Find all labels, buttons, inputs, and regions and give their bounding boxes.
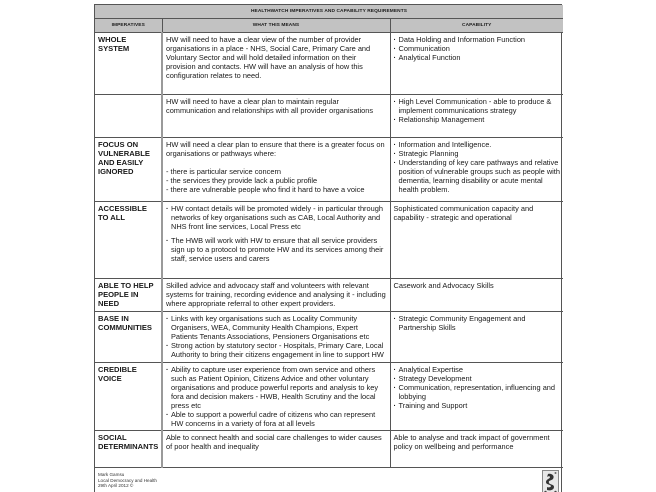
capability-item: · High Level Communication - able to produce & implement communications strategy [394, 97, 561, 115]
capability-cell [390, 312, 563, 363]
imperative-cell: CREDIBLE VOICE [95, 363, 162, 431]
table-title: HEALTHWATCH IMPERATIVES AND CAPABILITY REQUIREMENTS [95, 5, 563, 19]
means-bullet-item: · The HWB will work with HW to ensure that all service providers sign up to a protocol to promote HW and its services among their staff, service users and carers [166, 236, 387, 263]
capability-item: · Training and Support [394, 401, 561, 410]
capability-cell [390, 363, 563, 431]
capability-item: · Communication, representation, influencing and lobbying [394, 383, 561, 401]
table-row [95, 431, 563, 468]
means-dash-item: - there are vulnerable people who find it hard to have a voice [166, 185, 387, 194]
document-sheet [94, 4, 562, 492]
table-title-row [95, 5, 563, 19]
capability-item: · Communication [394, 44, 561, 53]
footer-organisation: Local Democracy and Health [98, 477, 157, 483]
means-cell [162, 202, 390, 279]
means-cell: Able to connect health and social care challenges to wider causes of poor health and inequality [162, 431, 390, 468]
capability-item: · Understanding of key care pathways and relative position of vulnerable groups such as people with dementia, learning disability or acute mental health problem. [394, 158, 561, 194]
capability-cell: Casework and Advocacy Skills [390, 279, 563, 312]
means-cell [162, 312, 390, 363]
table-row [95, 95, 563, 138]
capability-item: · Relationship Management [394, 115, 561, 124]
capability-item: · Analytical Expertise [394, 365, 561, 374]
means-cell: Skilled advice and advocacy staff and volunteers with relevant systems for training, recording evidence and analysing it - including where appropriate referral to other expert providers. [162, 279, 390, 312]
table-row [95, 33, 563, 95]
imperative-cell: BASE IN COMMUNITIES [95, 312, 162, 363]
means-cell [162, 363, 390, 431]
imperatives-table [95, 5, 563, 468]
document-footer [95, 468, 561, 492]
imperative-cell: FOCUS ON VULNERABLE AND EASILY IGNORED [95, 138, 162, 202]
capability-item: · Data Holding and Information Function [394, 35, 561, 44]
capability-cell: Sophisticated communication capacity and capability - strategic and operational [390, 202, 563, 279]
table-row [95, 279, 563, 312]
table-row [95, 363, 563, 431]
means-cell: HW will need to have a clear plan to maintain regular communication and relationships with all provider organisations [162, 95, 390, 138]
table-row [95, 138, 563, 202]
imperative-cell: SOCIAL DETERMINANTS [95, 431, 162, 468]
footer-date: 29th April 2012 © [98, 483, 134, 489]
capability-item: · Information and Intelligence. [394, 140, 561, 149]
capability-cell [390, 138, 563, 202]
capability-cell [390, 33, 563, 95]
figure-logo-icon [542, 470, 559, 492]
capability-cell [390, 95, 563, 138]
means-intro: HW will need a clear plan to ensure that there is a greater focus on organisations or pathways where: [166, 140, 385, 158]
capability-item: · Strategic Community Engagement and Partnership Skills [394, 314, 561, 332]
table-row [95, 312, 563, 363]
means-bullet-item: · Able to support a powerful cadre of citizens who can represent HW concerns in a variety of fora at all levels [166, 410, 387, 428]
means-bullet-item: · Ability to capture user experience from own service and others such as Patient Opinion, Citizens Advice and other voluntary organisations and produce powerful reports and analysis to key fora and decision makers - HWB, Health Scrutiny and the local press etc [166, 365, 387, 410]
means-cell [162, 138, 390, 202]
means-dash-item: - there is particular service concern [166, 167, 387, 176]
footer-author: Mark Gamsu [98, 472, 125, 477]
means-bullet-item: · Links with key organisations such as Locality Community Organisers, WEA, Community Health Champions, Expert Patients Tenants Associations, Pensioners Organisations etc [166, 314, 387, 341]
capability-item: · Analytical Function [394, 53, 561, 62]
means-cell: HW will need to have a clear view of the number of provider organisations in a place - NHS, Social Care, Primary Care and Voluntary Sector and will hold detailed information on their provision and contacts. HW will have an analysis of how this configuration relates to need. [162, 33, 390, 95]
column-header-imperatives: IMPERATIVES [95, 19, 162, 33]
capability-item: · Strategy Development [394, 374, 561, 383]
means-bullet-item: · Strong action by statutory sector - Hospitals, Primary Care, Local Authority to bring their citizens engagement in line to support HW [166, 341, 387, 359]
table-row [95, 202, 563, 279]
means-bullet-item: · HW contact details will be promoted widely - in particular through networks of key organisations such as CAB, Local Authority and NHS front line services, Local Press etc [166, 204, 387, 231]
capability-item: · Strategic Planning [394, 149, 561, 158]
imperative-cell [95, 95, 162, 138]
means-dash-item: - the services they provide lack a public profile [166, 176, 387, 185]
column-header-capability: CAPABILITY [390, 19, 563, 33]
capability-cell: Able to analyse and track impact of government policy on wellbeing and performance [390, 431, 563, 468]
imperative-cell: ABLE TO HELP PEOPLE IN NEED [95, 279, 162, 312]
column-header-row [95, 19, 563, 33]
imperative-cell: WHOLE SYSTEM [95, 33, 162, 95]
imperative-cell: ACCESSIBLE TO ALL [95, 202, 162, 279]
column-header-what-this-means: WHAT THIS MEANS [162, 19, 390, 33]
